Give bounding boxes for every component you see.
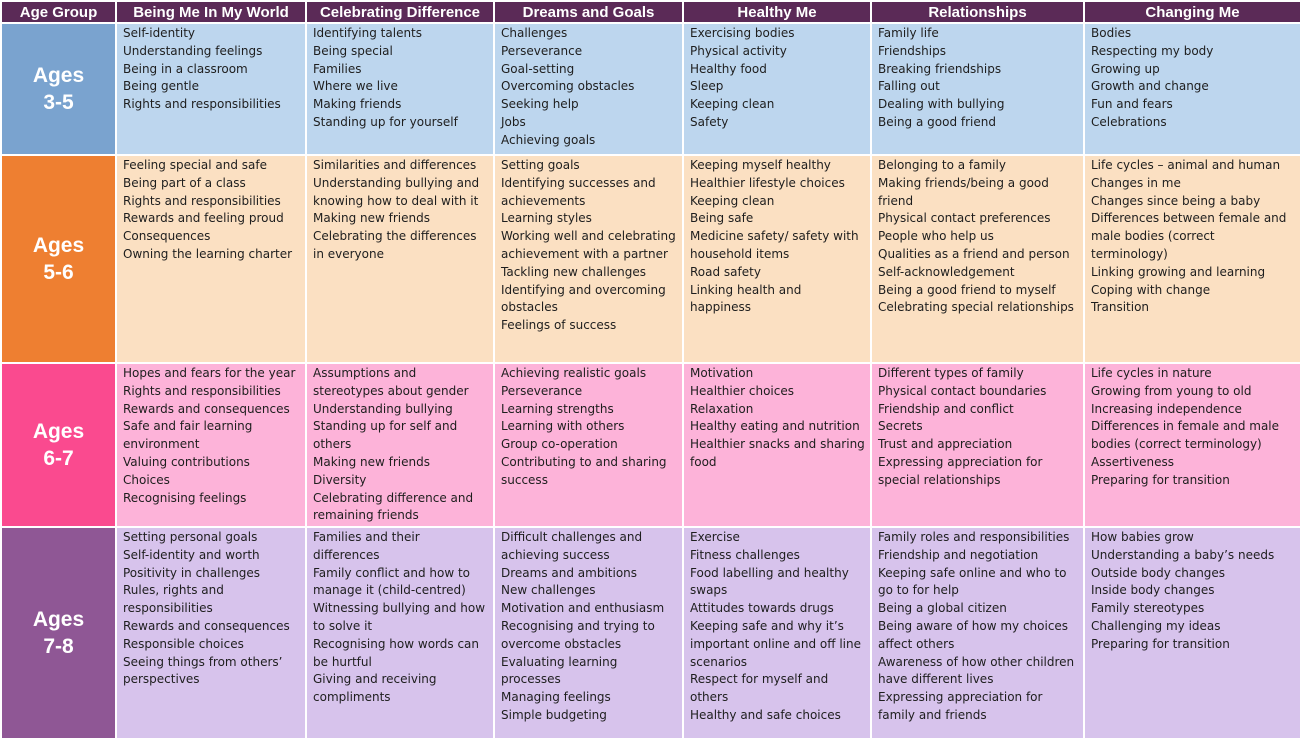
age-label: Ages bbox=[32, 420, 85, 443]
topic-item: Healthier snacks and sharing food bbox=[690, 437, 865, 469]
topic-cell bbox=[1085, 24, 1300, 154]
topic-item: Perseverance bbox=[501, 43, 583, 58]
topic-item: Trust and appreciation bbox=[878, 437, 1013, 452]
topic-item: Learning styles bbox=[501, 211, 592, 226]
topic-item: Life cycles – animal and human bbox=[1091, 158, 1281, 172]
topic-item: Learning with others bbox=[501, 419, 625, 434]
topic-item: Expressing appreciation for special relationships bbox=[878, 454, 1043, 487]
topic-item: Keeping clean bbox=[690, 97, 775, 112]
topic-item: Food labelling and healthy swaps bbox=[690, 565, 849, 598]
topic-item: Positivity in challenges bbox=[123, 565, 261, 580]
topic-item: Healthy eating and nutrition bbox=[690, 419, 860, 434]
topic-item: Road safety bbox=[690, 264, 761, 279]
topic-item: Keeping safe online and who to go to for help bbox=[878, 565, 1067, 598]
topic-cell bbox=[872, 24, 1083, 154]
topic-item: Managing feelings bbox=[501, 690, 611, 705]
topic-item: Exercising bodies bbox=[690, 26, 795, 40]
topic-item: Linking growing and learning bbox=[1091, 264, 1266, 279]
topic-item: Difficult challenges and achieving success bbox=[501, 530, 643, 562]
topic-item: Respecting my body bbox=[1091, 43, 1214, 58]
topic-item: Preparing for transition bbox=[1091, 636, 1230, 651]
topic-item: Standing up for yourself bbox=[313, 114, 458, 129]
topic-item: Celebrating the differences in everyone bbox=[313, 229, 477, 261]
topic-item: Growing from young to old bbox=[1091, 383, 1252, 398]
topic-item: Assertiveness bbox=[1091, 454, 1175, 469]
topic-item: Setting personal goals bbox=[123, 530, 258, 544]
topic-cell bbox=[307, 528, 493, 738]
topic-item: Healthier lifestyle choices bbox=[690, 175, 845, 190]
age-row bbox=[2, 364, 1300, 526]
topic-item: Rights and responsibilities bbox=[123, 97, 281, 112]
topic-cell bbox=[117, 364, 305, 526]
topic-item: New challenges bbox=[501, 583, 596, 598]
topic-cell bbox=[1085, 528, 1300, 738]
topic-item: Relaxation bbox=[690, 401, 754, 416]
topic-item: Seeing things from others’ perspectives bbox=[123, 654, 283, 687]
topic-item: Learning strengths bbox=[501, 401, 614, 416]
topic-item: Self-identity and worth bbox=[123, 547, 260, 562]
topic-item: Being part of a class bbox=[123, 175, 246, 190]
topic-item: Setting goals bbox=[501, 158, 580, 172]
age-range: 5-6 bbox=[43, 261, 74, 284]
topic-item: How babies grow bbox=[1091, 530, 1194, 544]
topic-item: Evaluating learning processes bbox=[501, 654, 618, 687]
topic-item: Keeping clean bbox=[690, 193, 775, 208]
topic-item: Belonging to a family bbox=[878, 158, 1006, 172]
topic-item: Similarities and differences bbox=[313, 158, 477, 172]
topic-item: Increasing independence bbox=[1091, 401, 1242, 416]
topic-cell bbox=[495, 528, 682, 738]
topic-item: Different types of family bbox=[878, 366, 1024, 380]
topic-item: Healthy food bbox=[690, 61, 767, 76]
topic-item: Dealing with bullying bbox=[878, 97, 1005, 112]
topic-item: Giving and receiving compliments bbox=[313, 672, 437, 705]
topic-item: Keeping safe and why it’s important online and off line scenarios bbox=[690, 618, 861, 669]
topic-item: Feeling special and safe bbox=[123, 158, 268, 172]
topic-item: Group co-operation bbox=[501, 437, 618, 452]
topic-item: Fun and fears bbox=[1091, 97, 1173, 112]
topic-item: Choices bbox=[123, 472, 170, 487]
topic-item: Safe and fair learning environment bbox=[123, 419, 253, 452]
topic-item: Outside body changes bbox=[1091, 565, 1226, 580]
topic-item: Celebrations bbox=[1091, 114, 1167, 129]
topic-cell bbox=[1085, 364, 1300, 526]
age-range: 3-5 bbox=[43, 91, 74, 114]
topic-item: Responsible choices bbox=[123, 636, 244, 651]
age-row bbox=[2, 24, 1300, 154]
topic-cell bbox=[684, 24, 870, 154]
topic-item: Medicine safety/ safety with household items bbox=[690, 229, 859, 261]
age-group-cell bbox=[2, 364, 115, 526]
topic-item: Feelings of success bbox=[501, 318, 617, 333]
topic-item: Changes since being a baby bbox=[1091, 193, 1261, 208]
age-label: Ages bbox=[32, 234, 85, 257]
topic-item: Families and their differences bbox=[313, 530, 420, 562]
topic-item: Making friends bbox=[313, 97, 402, 112]
topic-item: Identifying and overcoming obstacles bbox=[501, 282, 666, 315]
header-theme: Healthy Me bbox=[684, 2, 870, 22]
topic-item: Assumptions and stereotypes about gender bbox=[313, 366, 469, 398]
header-theme: Being Me In My World bbox=[117, 2, 305, 22]
topic-item: Exercise bbox=[690, 530, 740, 544]
topic-cell bbox=[872, 156, 1083, 362]
topic-item: Diversity bbox=[313, 472, 367, 487]
topic-item: Family conflict and how to manage it (child-centred) bbox=[313, 565, 470, 598]
topic-item: Rights and responsibilities bbox=[123, 193, 281, 208]
topic-item: Consequences bbox=[123, 229, 211, 244]
topic-item: Friendships bbox=[878, 43, 946, 58]
topic-cell bbox=[872, 364, 1083, 526]
topic-item: Motivation and enthusiasm bbox=[501, 601, 665, 616]
topic-item: Being a global citizen bbox=[878, 601, 1007, 616]
topic-cell bbox=[307, 364, 493, 526]
topic-item: Life cycles in nature bbox=[1091, 366, 1212, 380]
topic-item: Self-acknowledgement bbox=[878, 264, 1015, 279]
topic-cell bbox=[117, 24, 305, 154]
topic-item: Keeping myself healthy bbox=[690, 158, 831, 172]
topic-item: Expressing appreciation for family and friends bbox=[878, 690, 1043, 722]
topic-item: Challenging my ideas bbox=[1091, 618, 1221, 633]
topic-item: Recognising feelings bbox=[123, 490, 247, 505]
topic-item: Linking health and happiness bbox=[690, 282, 802, 315]
topic-item: Growing up bbox=[1091, 61, 1160, 76]
topic-cell bbox=[307, 156, 493, 362]
topic-item: Understanding a baby’s needs bbox=[1091, 547, 1275, 562]
topic-item: Making new friends bbox=[313, 454, 430, 469]
topic-item: Working well and celebrating achievement with a partner bbox=[501, 229, 676, 261]
topic-item: Identifying successes and achievements bbox=[501, 175, 656, 208]
age-range: 7-8 bbox=[43, 635, 74, 658]
topic-item: Growth and change bbox=[1091, 79, 1209, 94]
topic-item: Witnessing bullying and how to solve it bbox=[313, 601, 486, 633]
topic-item: Standing up for self and others bbox=[313, 419, 458, 452]
topic-cell bbox=[307, 24, 493, 154]
topic-cell bbox=[1085, 156, 1300, 362]
topic-item: Preparing for transition bbox=[1091, 472, 1230, 487]
topic-item: Respect for myself and others bbox=[690, 672, 829, 705]
topic-item: Attitudes towards drugs bbox=[690, 601, 834, 616]
topic-item: Valuing contributions bbox=[123, 454, 250, 469]
topic-item: Making friends/being a good friend bbox=[878, 175, 1049, 208]
topic-cell bbox=[495, 24, 682, 154]
topic-item: Secrets bbox=[878, 419, 923, 434]
topic-item: Falling out bbox=[878, 79, 940, 94]
topic-item: Seeking help bbox=[501, 97, 579, 112]
topic-cell bbox=[684, 156, 870, 362]
topic-item: Family roles and responsibilities bbox=[878, 530, 1070, 544]
topic-cell bbox=[117, 528, 305, 738]
topic-item: Physical contact boundaries bbox=[878, 383, 1047, 398]
header-row bbox=[2, 2, 1300, 22]
topic-item: Healthy and safe choices bbox=[690, 707, 841, 722]
topic-cell bbox=[495, 156, 682, 362]
topic-cell bbox=[872, 528, 1083, 738]
topic-item: Where we live bbox=[313, 79, 398, 94]
age-group-cell bbox=[2, 24, 115, 154]
topic-item: Physical contact preferences bbox=[878, 211, 1051, 226]
topic-item: Perseverance bbox=[501, 383, 583, 398]
topic-item: Rewards and feeling proud bbox=[123, 211, 284, 226]
topic-item: Qualities as a friend and person bbox=[878, 246, 1070, 261]
topic-cell bbox=[684, 364, 870, 526]
topic-item: Identifying talents bbox=[313, 26, 423, 40]
topic-item: People who help us bbox=[878, 229, 994, 244]
topic-item: Changes in me bbox=[1091, 175, 1181, 190]
header-theme: Celebrating Difference bbox=[307, 2, 493, 22]
topic-item: Family life bbox=[878, 26, 939, 40]
topic-item: Celebrating special relationships bbox=[878, 300, 1074, 315]
topic-item: Contributing to and sharing success bbox=[501, 454, 667, 487]
topic-item: Recognising and trying to overcome obstacles bbox=[501, 618, 655, 651]
topic-item: Challenges bbox=[501, 26, 568, 40]
topic-item: Achieving realistic goals bbox=[501, 366, 647, 380]
topic-item: Bodies bbox=[1091, 26, 1132, 40]
header-theme: Changing Me bbox=[1085, 2, 1300, 22]
topic-item: Being gentle bbox=[123, 79, 200, 94]
topic-item: Fitness challenges bbox=[690, 547, 800, 562]
topic-item: Achieving goals bbox=[501, 132, 596, 147]
topic-item: Self-identity bbox=[123, 26, 196, 40]
topic-item: Celebrating difference and remaining friends bbox=[313, 490, 474, 523]
age-row bbox=[2, 156, 1300, 362]
age-range: 6-7 bbox=[43, 447, 74, 470]
topic-cell bbox=[117, 156, 305, 362]
topic-item: Family stereotypes bbox=[1091, 601, 1205, 616]
age-group-cell bbox=[2, 528, 115, 738]
topic-item: Being a good friend to myself bbox=[878, 282, 1056, 297]
topic-item: Recognising how words can be hurtful bbox=[313, 636, 479, 669]
topic-item: Healthier choices bbox=[690, 383, 794, 398]
topic-item: Transition bbox=[1091, 300, 1150, 315]
topic-item: Being special bbox=[313, 43, 393, 58]
topic-item: Rights and responsibilities bbox=[123, 383, 281, 398]
topic-item: Being safe bbox=[690, 211, 754, 226]
topic-item: Goal-setting bbox=[501, 61, 575, 76]
topic-item: Differences in female and male bodies (correct terminology) bbox=[1091, 419, 1280, 452]
topic-item: Safety bbox=[690, 114, 729, 129]
age-row bbox=[2, 528, 1300, 738]
topic-item: Coping with change bbox=[1091, 282, 1211, 297]
topic-item: Differences between female and male bodies (correct terminology) bbox=[1091, 211, 1287, 261]
topic-item: Rewards and consequences bbox=[123, 618, 290, 633]
topic-item: Awareness of how other children have different lives bbox=[878, 654, 1075, 687]
topic-item: Being in a classroom bbox=[123, 61, 248, 76]
age-label: Ages bbox=[32, 64, 85, 87]
topic-item: Physical activity bbox=[690, 43, 787, 58]
age-label: Ages bbox=[32, 608, 85, 631]
header-theme: Relationships bbox=[872, 2, 1083, 22]
topic-item: Inside body changes bbox=[1091, 583, 1215, 598]
topic-item: Rules, rights and responsibilities bbox=[123, 583, 224, 616]
topic-item: Being aware of how my choices affect others bbox=[878, 618, 1069, 651]
topic-item: Motivation bbox=[690, 366, 754, 380]
topic-item: Tackling new challenges bbox=[501, 264, 647, 279]
topic-item: Overcoming obstacles bbox=[501, 79, 635, 94]
topic-item: Friendship and negotiation bbox=[878, 547, 1039, 562]
topic-item: Dreams and ambitions bbox=[501, 565, 638, 580]
topic-item: Sleep bbox=[690, 79, 724, 94]
topic-item: Owning the learning charter bbox=[123, 246, 293, 261]
topic-item: Hopes and fears for the year bbox=[123, 366, 296, 380]
topic-cell bbox=[684, 528, 870, 738]
topic-cell bbox=[495, 364, 682, 526]
topic-item: Rewards and consequences bbox=[123, 401, 290, 416]
topic-item: Simple budgeting bbox=[501, 707, 607, 722]
topic-item: Families bbox=[313, 61, 362, 76]
topic-item: Understanding bullying bbox=[313, 401, 453, 416]
header-theme: Dreams and Goals bbox=[495, 2, 682, 22]
topic-item: Being a good friend bbox=[878, 114, 996, 129]
topic-item: Understanding feelings bbox=[123, 43, 263, 58]
topic-item: Friendship and conflict bbox=[878, 401, 1014, 416]
age-group-cell bbox=[2, 156, 115, 362]
topic-item: Making new friends bbox=[313, 211, 430, 226]
header-age-group: Age Group bbox=[2, 2, 115, 22]
topic-item: Breaking friendships bbox=[878, 61, 1002, 76]
topic-item: Understanding bullying and knowing how to deal with it bbox=[313, 175, 480, 208]
topic-item: Jobs bbox=[501, 114, 526, 129]
